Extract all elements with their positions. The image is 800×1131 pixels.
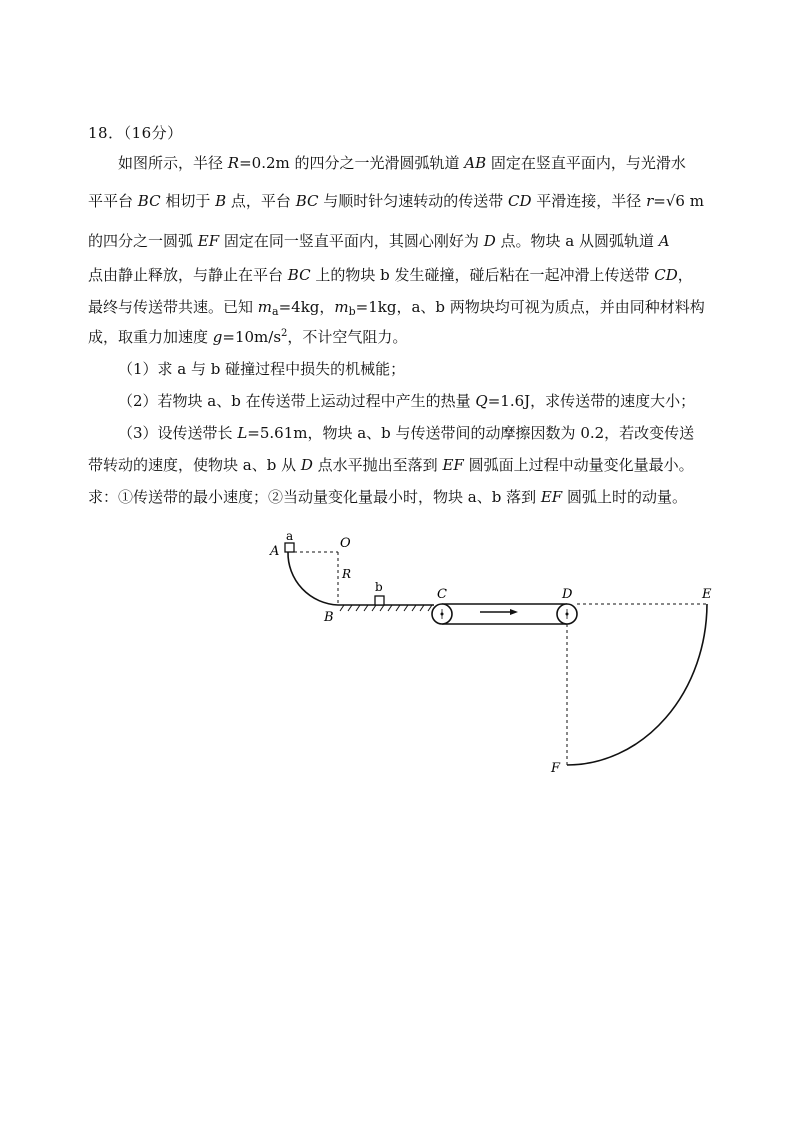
stem-line-2: 平平台 BC 相切于 B 点，平台 BC 与顺时针匀速转动的传送带 CD 平滑连接，半径 r=√6 m bbox=[88, 192, 704, 210]
label-F: F bbox=[551, 761, 561, 776]
label-B: B bbox=[324, 610, 334, 625]
label-C: C bbox=[437, 587, 447, 602]
label-R: R bbox=[342, 567, 352, 581]
block-b bbox=[375, 596, 384, 605]
part-3-line-1: （3）设传送带长 L=5.61m，物块 a、b 与传送带间的动摩擦因数为 0.2，若改变传送 bbox=[118, 424, 695, 442]
label-a: a bbox=[286, 529, 294, 543]
label-A: A bbox=[270, 544, 280, 559]
label-D: D bbox=[562, 587, 573, 602]
stem-line-5: 最终与传送带共速。已知 $m_a=4kg$，$m_b=1kg$，a、b 两物块均可视为质点，并由同种材料构 bbox=[88, 298, 705, 318]
label-O: O bbox=[340, 536, 351, 551]
arc-AB bbox=[288, 552, 338, 605]
part-1: （1）求 a 与 b 碰撞过程中损失的机械能； bbox=[118, 360, 406, 378]
arc-EF bbox=[567, 604, 707, 765]
part-3-line-3: 求：①传送带的最小速度；②当动量变化量最小时，物块 a、b 落到 EF 圆弧上时的动量。 bbox=[88, 488, 687, 506]
question-number: 18．（16分） bbox=[88, 124, 183, 142]
stem-line-6: 成，取重力加速度 $g=10m/s^2$，不计空气阻力。 bbox=[88, 328, 408, 346]
stem-line-1: 如图所示，半径 R=0.2m 的四分之一光滑圆弧轨道 AB 固定在竖直平面内，与光滑水 bbox=[118, 154, 686, 172]
label-b: b bbox=[375, 580, 383, 594]
physics-diagram bbox=[260, 525, 720, 785]
block-a bbox=[285, 543, 294, 552]
platform-hatching bbox=[340, 605, 432, 611]
part-2: （2）若物块 a、b 在传送带上运动过程中产生的热量 Q=1.6J，求传送带的速度大小； bbox=[118, 392, 696, 410]
part-3-line-2: 带转动的速度，使物块 a、b 从 D 点水平抛出至落到 EF 圆弧面上过程中动量变化量最小。 bbox=[88, 456, 694, 474]
stem-line-3: 的四分之一圆弧 EF 固定在同一竖直平面内，其圆心刚好为 D 点。物块 a 从圆弧轨道 A bbox=[88, 232, 670, 250]
stem-line-4: 点由静止释放，与静止在平台 BC 上的物块 b 发生碰撞，碰后粘在一起冲滑上传送带 CD， bbox=[88, 266, 693, 284]
label-E: E bbox=[702, 587, 712, 602]
